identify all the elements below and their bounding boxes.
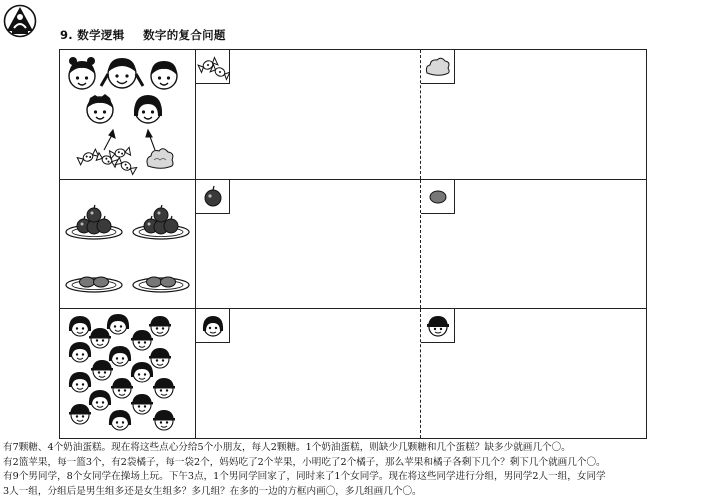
apple-plate (66, 205, 122, 239)
girl-face-icon (131, 362, 153, 382)
apple-icon (205, 186, 221, 206)
orange-plate (66, 277, 122, 292)
problem-3: 有9个男同学，8个女同学在操场上玩。下午3点，1个男同学回家了，同时来了1个女同学。现在将这些同学进行分组，男同学2人一组，女同学 (3, 471, 606, 482)
panel-row-3 (60, 309, 646, 438)
cake-icon (147, 149, 173, 169)
girl-face-icon (69, 57, 95, 89)
candy-icon (115, 158, 136, 175)
tag-left (196, 180, 230, 214)
orange-icon (430, 191, 446, 203)
section-subtitle: 数字的复合问题 (143, 28, 226, 42)
orange-plate (133, 277, 189, 292)
girl-face-icon (69, 316, 91, 336)
panel-row-1 (60, 50, 646, 180)
boy-face-icon (89, 328, 111, 348)
answer-box-right[interactable] (421, 50, 646, 179)
tag-right (421, 309, 455, 343)
problem-text (3, 441, 711, 499)
section-number: 9. (60, 28, 73, 42)
page-heading (60, 27, 226, 43)
boy-face-icon (111, 378, 133, 398)
boy-face-icon (149, 316, 171, 336)
boy-face-icon (131, 330, 153, 350)
cake-icon (426, 58, 449, 75)
apple-plate (133, 205, 189, 239)
problem-2: 有2篮苹果，每一篮3个，有2袋橘子，每一袋2个，妈妈吃了2个苹果，小明吃了2个橘子，那么苹果和橘子各剩下几个？剩下几个就画几个〇。 (3, 456, 606, 468)
answer-box-right[interactable] (421, 309, 646, 438)
boy-face-icon (151, 61, 177, 89)
section-title: 数学逻辑 (77, 28, 125, 42)
candy-icon (77, 149, 99, 165)
children-faces-picture (60, 309, 196, 438)
boy-face-icon (69, 404, 91, 424)
answer-box-left[interactable] (196, 180, 421, 308)
boy-face-icon (87, 94, 113, 123)
candy-icon (210, 65, 230, 80)
boy-face-icon (149, 348, 171, 368)
girl-face-icon (203, 316, 223, 336)
girl-face-icon (109, 410, 131, 430)
answer-box-right[interactable] (421, 180, 646, 308)
fruit-plates-picture (60, 180, 196, 308)
candy-icon (109, 147, 130, 158)
boy-face-icon (153, 378, 175, 398)
girl-face-icon (134, 95, 162, 123)
answer-box-left[interactable] (196, 50, 421, 179)
tag-left (196, 309, 230, 343)
panel-row-2 (60, 180, 646, 309)
girl-face-icon (107, 314, 129, 334)
girl-face-icon (69, 372, 91, 392)
boy-face-icon (427, 316, 449, 336)
boy-face-icon (131, 394, 153, 414)
problem-3-continued: 3人一组，分组后是男生组多还是女生组多？多几组？在多的一边的方框内画〇，多几组画几个〇。 (3, 485, 422, 497)
children-treats-picture (60, 50, 196, 179)
girl-face-icon (109, 346, 131, 366)
tag-left (196, 50, 230, 84)
boy-face-icon (91, 360, 113, 380)
tag-right (421, 50, 455, 84)
boy-face-icon (153, 410, 175, 430)
publisher-logo (3, 4, 37, 38)
tag-right (421, 180, 455, 214)
answer-box-left[interactable] (196, 309, 421, 438)
girl-face-icon (89, 390, 111, 410)
girl-face-icon (101, 58, 143, 88)
girl-face-icon (69, 342, 91, 362)
worksheet-grid (59, 49, 647, 439)
problem-1: 有7颗糖、4个奶油蛋糕。现在将这些点心分给5个小朋友，每人2颗糖。1个奶油蛋糕，则缺少几颗糖和几个蛋糕？缺多少就画几个〇。 (3, 442, 571, 453)
